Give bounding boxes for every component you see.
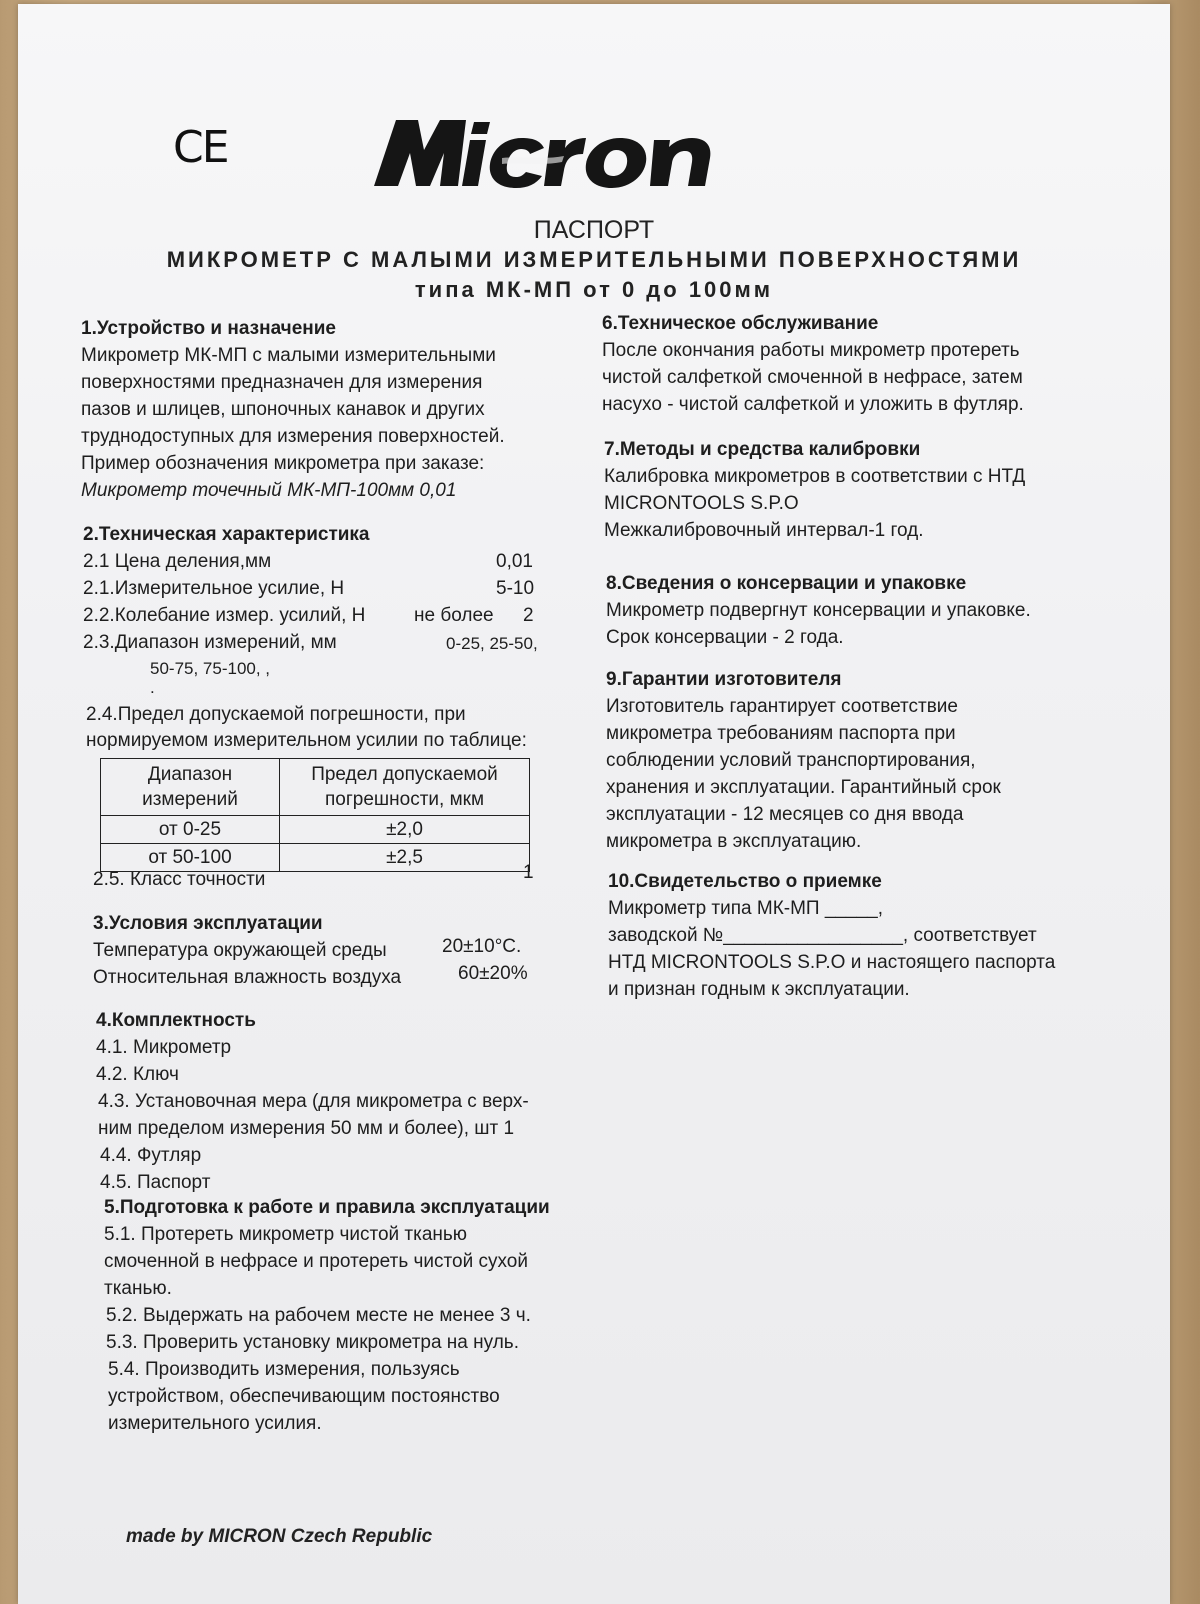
section1-heading: 1.Устройство и назначение	[81, 318, 336, 339]
section8-line: Срок консервации - 2 года.	[606, 627, 844, 648]
section8-line: Микрометр подвергнут консервации и упаковке.	[606, 600, 1031, 621]
spec-value: 5-10	[496, 578, 535, 599]
dot-mark: .	[150, 678, 155, 697]
condition-value: 60±20%	[458, 963, 528, 984]
section9-line: Изготовитель гарантирует соответствие	[606, 696, 958, 717]
section10-line: и признан годным к эксплуатации.	[608, 979, 910, 1000]
section5-line: тканью.	[104, 1278, 172, 1299]
table-cell-tolerance: ±2,0	[280, 816, 530, 844]
accuracy-label: 2.5. Класс точности	[93, 869, 266, 890]
table-header-range: Диапазон измерений	[101, 759, 280, 816]
section5-line: 5.4. Производить измерения, пользуясь	[108, 1359, 460, 1380]
doc-subtitle-line2: типа МК-МП от 0 до 100мм	[414, 277, 774, 302]
tolerance-line: 2.4.Предел допускаемой погрешности, при	[86, 704, 466, 725]
section5-line: 5.2. Выдержать на рабочем месте не менее 3 ч.	[106, 1305, 531, 1326]
table-row	[101, 816, 530, 844]
ce-mark-logo: CE	[173, 122, 228, 173]
spec-label: 2.2.Колебание измер. усилий, Н	[83, 605, 366, 626]
section1-example: Микрометр точечный МК-МП-100мм 0,01	[81, 480, 457, 501]
section9-line: соблюдении условий транспортирования,	[606, 750, 976, 771]
section2-heading: 2.Техническая характеристика	[83, 524, 370, 545]
spec-label: 2.1.Измерительное усилие, Н	[83, 578, 345, 599]
section9-line: микрометра в эксплуатацию.	[606, 831, 862, 852]
section9-line: эксплуатации - 12 месяцев со дня ввода	[606, 804, 964, 825]
condition-value: 20±10°C.	[442, 936, 522, 957]
doc-title: ПАСПОРТ	[533, 216, 655, 244]
section3-heading: 3.Условия эксплуатации	[93, 913, 323, 934]
section1-line: пазов и шлицев, шпоночных канавок и других	[81, 399, 485, 420]
spec-mid: не более	[414, 605, 494, 626]
spec-label: 2.1 Цена деления,мм	[83, 551, 272, 572]
section7-line: MICRONTOOLS S.P.O	[604, 493, 799, 514]
section6-line: После окончания работы микрометр протереть	[602, 340, 1020, 361]
spec-value: 0,01	[496, 551, 533, 572]
section1-line: поверхностями предназначен для измерения	[81, 372, 483, 393]
table-cell-range: от 50-100	[101, 844, 280, 872]
section5-line: устройством, обеспечивающим постоянство	[108, 1386, 500, 1407]
kit-item: 4.4. Футляр	[100, 1145, 202, 1166]
tolerance-line: нормируемом измерительном усилии по таблице:	[86, 730, 527, 751]
section5-line: смоченной в нефрасе и протереть чистой сухой	[104, 1251, 528, 1272]
spec-value: 0-25, 25-50,	[446, 634, 538, 653]
section1-line: Микрометр МК-МП с малыми измерительными	[81, 345, 496, 366]
section7-line: Калибровка микрометров в соответствии с НТД	[604, 466, 1026, 487]
condition-label: Относительная влажность воздуха	[93, 967, 402, 988]
section5-line: 5.3. Проверить установку микрометра на нуль.	[106, 1332, 519, 1353]
passport-sheet	[18, 4, 1170, 1604]
kit-item: 4.5. Паспорт	[100, 1172, 211, 1193]
spec-value: 2	[523, 605, 534, 626]
section7-line: Межкалибровочный интервал-1 год.	[604, 520, 924, 541]
section10-line: НТД MICRONTOOLS S.P.O и настоящего паспорта	[608, 952, 1056, 973]
section4-heading: 4.Комплектность	[96, 1010, 256, 1031]
accuracy-value: 1	[523, 862, 534, 883]
kit-item: ним пределом измерения 50 мм и более), шт 1	[98, 1118, 515, 1139]
spec-range-continued: 50-75, 75-100, ,	[150, 659, 271, 678]
section1-line: Пример обозначения микрометра при заказе:	[81, 453, 485, 474]
table-cell-range: от 0-25	[101, 816, 280, 844]
micron-logo	[374, 98, 744, 198]
condition-label: Температура окружающей среды	[93, 940, 387, 961]
kit-item: 4.2. Ключ	[96, 1064, 179, 1085]
doc-subtitle-line1: МИКРОМЕТР С МАЛЫМИ ИЗМЕРИТЕЛЬНЫМИ ПОВЕРХНОСТЯМИ	[166, 247, 1022, 272]
section5-line: 5.1. Протереть микрометр чистой тканью	[104, 1224, 468, 1245]
tolerance-table	[100, 758, 530, 872]
section9-heading: 9.Гарантии изготовителя	[606, 669, 842, 690]
table-header-tolerance: Предел допускаемой погрешности, мкм	[280, 759, 530, 816]
section10-line: заводской №_________________, соответствует	[608, 925, 1037, 946]
spec-label: 2.3.Диапазон измерений, мм	[83, 632, 337, 653]
section10-heading: 10.Свидетельство о приемке	[608, 871, 882, 892]
section6-line: насухо - чистой салфеткой и уложить в футляр.	[602, 394, 1024, 415]
section5-line: измерительного усилия.	[108, 1413, 322, 1434]
section9-line: микрометра требованиям паспорта при	[606, 723, 956, 744]
kit-item: 4.3. Установочная мера (для микрометра с верх-	[98, 1091, 529, 1112]
section9-line: хранения и эксплуатации. Гарантийный срок	[606, 777, 1001, 798]
section5-heading: 5.Подготовка к работе и правила эксплуатации	[104, 1197, 550, 1218]
section1-line: труднодоступных для измерения поверхностей.	[81, 426, 505, 447]
section8-heading: 8.Сведения о консервации и упаковке	[606, 573, 967, 594]
section10-line: Микрометр типа МК-МП _____,	[608, 898, 883, 919]
footer-made-by: made by MICRON Czech Republic	[126, 1526, 433, 1547]
section6-line: чистой салфеткой смоченной в нефрасе, затем	[602, 367, 1023, 388]
table-cell-tolerance: ±2,5	[280, 844, 530, 872]
section7-heading: 7.Методы и средства калибровки	[604, 439, 921, 460]
section6-heading: 6.Техническое обслуживание	[602, 313, 879, 334]
kit-item: 4.1. Микрометр	[96, 1037, 232, 1058]
